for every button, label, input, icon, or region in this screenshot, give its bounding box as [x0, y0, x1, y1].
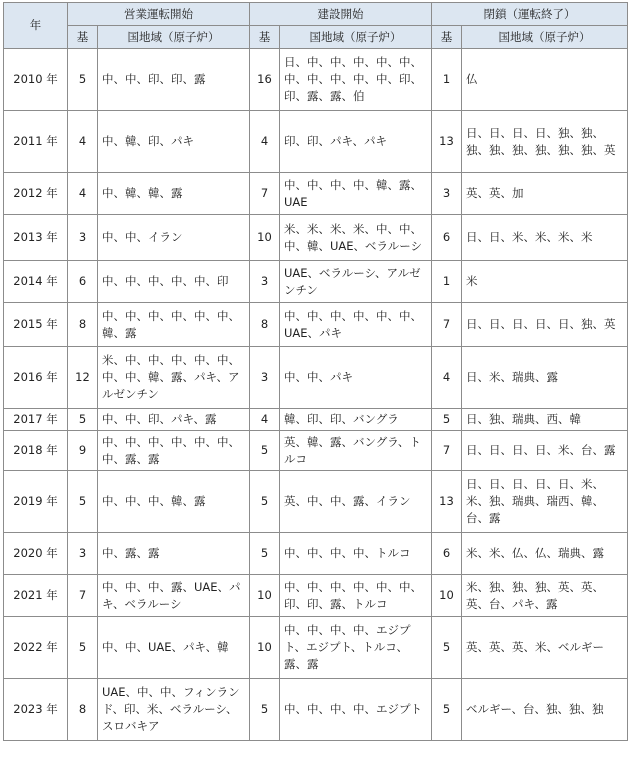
closure-count-cell: 5 — [432, 679, 462, 741]
year-cell: 2013 年 — [4, 215, 68, 261]
closure-count-cell: 6 — [432, 533, 462, 575]
year-cell: 2021 年 — [4, 575, 68, 617]
construction-countries-cell: 中、中、中、中、韓、露、UAE — [280, 173, 432, 215]
table-row — [4, 111, 628, 173]
closure-countries-cell: 米、米、仏、仏、瑞典、露 — [462, 533, 628, 575]
table-row — [4, 303, 628, 347]
operation-countries-cell: 中、中、中、中、中、印 — [98, 261, 250, 303]
year-header: 年 — [4, 3, 68, 49]
table-row — [4, 471, 628, 533]
operation-count-cell: 5 — [68, 409, 98, 431]
operation-countries-cell: 中、中、中、韓、露 — [98, 471, 250, 533]
closure-countries-cell: 日、日、米、米、米、米 — [462, 215, 628, 261]
year-cell: 2017 年 — [4, 409, 68, 431]
operation-count-cell: 5 — [68, 471, 98, 533]
table-row — [4, 617, 628, 679]
operation-count-cell: 3 — [68, 533, 98, 575]
table-row — [4, 533, 628, 575]
closure-countries-header: 国地域（原子炉） — [462, 26, 628, 49]
table-row — [4, 347, 628, 409]
construction-count-cell: 7 — [250, 173, 280, 215]
table-row — [4, 409, 628, 431]
year-cell: 2011 年 — [4, 111, 68, 173]
table-row — [4, 575, 628, 617]
construction-count-cell: 10 — [250, 215, 280, 261]
closure-count-cell: 7 — [432, 303, 462, 347]
construction-countries-cell: 中、中、中、中、エジプト — [280, 679, 432, 741]
construction-count-cell: 4 — [250, 409, 280, 431]
operation-countries-cell: UAE、中、中、フィンランド、印、米、ベラルーシ、スロバキア — [98, 679, 250, 741]
construction-countries-cell: 中、中、中、中、中、中、UAE、パキ — [280, 303, 432, 347]
closure-count-cell: 3 — [432, 173, 462, 215]
construction-countries-cell: 韓、印、印、バングラ — [280, 409, 432, 431]
closure-count-cell: 7 — [432, 431, 462, 471]
closure-count-cell: 1 — [432, 261, 462, 303]
construction-count-cell: 8 — [250, 303, 280, 347]
operation-count-cell: 4 — [68, 111, 98, 173]
table-row — [4, 431, 628, 471]
construction-countries-cell: 中、中、中、中、中、中、印、印、露、トルコ — [280, 575, 432, 617]
year-cell: 2014 年 — [4, 261, 68, 303]
operation-countries-cell: 中、露、露 — [98, 533, 250, 575]
operation-countries-cell: 中、中、中、露、UAE、パキ、ベラルーシ — [98, 575, 250, 617]
closure-countries-cell: 英、英、英、米、ベルギー — [462, 617, 628, 679]
construction-count-cell: 10 — [250, 617, 280, 679]
closure-count-cell: 5 — [432, 409, 462, 431]
header-row-sub — [4, 26, 628, 49]
operation-start-header: 営業運転開始 — [68, 3, 250, 26]
year-cell: 2012 年 — [4, 173, 68, 215]
closure-countries-cell: 日、独、瑞典、西、韓 — [462, 409, 628, 431]
operation-countries-cell: 中、韓、印、パキ — [98, 111, 250, 173]
construction-count-cell: 3 — [250, 347, 280, 409]
closure-countries-cell: 米 — [462, 261, 628, 303]
operation-count-header: 基 — [68, 26, 98, 49]
operation-countries-header: 国地域（原子炉） — [98, 26, 250, 49]
construction-countries-cell: 中、中、パキ — [280, 347, 432, 409]
construction-count-cell: 10 — [250, 575, 280, 617]
construction-count-cell: 5 — [250, 533, 280, 575]
construction-countries-cell: 米、米、米、米、中、中、中、韓、UAE、ベラルーシ — [280, 215, 432, 261]
closure-count-cell: 13 — [432, 471, 462, 533]
reactor-table — [3, 2, 628, 741]
year-cell: 2015 年 — [4, 303, 68, 347]
closure-countries-cell: 日、日、日、日、独、独、独、独、独、独、独、独、英 — [462, 111, 628, 173]
operation-count-cell: 9 — [68, 431, 98, 471]
closure-countries-cell: 日、米、瑞典、露 — [462, 347, 628, 409]
operation-count-cell: 3 — [68, 215, 98, 261]
year-cell: 2010 年 — [4, 49, 68, 111]
year-cell: 2018 年 — [4, 431, 68, 471]
operation-count-cell: 7 — [68, 575, 98, 617]
year-cell: 2023 年 — [4, 679, 68, 741]
construction-count-header: 基 — [250, 26, 280, 49]
closure-countries-cell: 日、日、日、日、日、独、英 — [462, 303, 628, 347]
operation-countries-cell: 中、中、中、中、中、中、中、露、露 — [98, 431, 250, 471]
operation-count-cell: 4 — [68, 173, 98, 215]
table-body — [4, 49, 628, 741]
table-row — [4, 261, 628, 303]
construction-countries-cell: 日、中、中、中、中、中、中、中、中、中、中、印、印、露、露、伯 — [280, 49, 432, 111]
year-cell: 2020 年 — [4, 533, 68, 575]
year-cell: 2022 年 — [4, 617, 68, 679]
closure-countries-cell: 仏 — [462, 49, 628, 111]
header-row-groups — [4, 3, 628, 26]
construction-countries-cell: UAE、ベラルーシ、アルゼンチン — [280, 261, 432, 303]
construction-start-header: 建設開始 — [250, 3, 432, 26]
operation-count-cell: 5 — [68, 49, 98, 111]
operation-count-cell: 6 — [68, 261, 98, 303]
construction-countries-cell: 中、中、中、中、トルコ — [280, 533, 432, 575]
closure-count-cell: 10 — [432, 575, 462, 617]
closure-count-cell: 13 — [432, 111, 462, 173]
closure-count-cell: 5 — [432, 617, 462, 679]
operation-count-cell: 8 — [68, 303, 98, 347]
closure-countries-cell: 日、日、日、日、米、台、露 — [462, 431, 628, 471]
table-row — [4, 215, 628, 261]
operation-count-cell: 8 — [68, 679, 98, 741]
operation-countries-cell: 米、中、中、中、中、中、中、中、韓、露、パキ、アルゼンチン — [98, 347, 250, 409]
construction-count-cell: 16 — [250, 49, 280, 111]
construction-count-cell: 5 — [250, 431, 280, 471]
operation-countries-cell: 中、中、イラン — [98, 215, 250, 261]
operation-count-cell: 12 — [68, 347, 98, 409]
operation-countries-cell: 中、中、UAE、パキ、韓 — [98, 617, 250, 679]
construction-count-cell: 5 — [250, 679, 280, 741]
table-row — [4, 49, 628, 111]
operation-countries-cell: 中、中、印、印、露 — [98, 49, 250, 111]
operation-countries-cell: 中、中、印、パキ、露 — [98, 409, 250, 431]
construction-countries-cell: 印、印、パキ、パキ — [280, 111, 432, 173]
closure-count-header: 基 — [432, 26, 462, 49]
operation-countries-cell: 中、韓、韓、露 — [98, 173, 250, 215]
closure-countries-cell: 日、日、日、日、日、米、米、独、瑞典、瑞西、韓、台、露 — [462, 471, 628, 533]
closure-countries-cell: ベルギー、台、独、独、独 — [462, 679, 628, 741]
table-row — [4, 679, 628, 741]
construction-countries-cell: 英、韓、露、バングラ、トルコ — [280, 431, 432, 471]
closure-header: 閉鎖（運転終了） — [432, 3, 628, 26]
operation-countries-cell: 中、中、中、中、中、中、韓、露 — [98, 303, 250, 347]
closure-count-cell: 6 — [432, 215, 462, 261]
closure-count-cell: 4 — [432, 347, 462, 409]
closure-countries-cell: 英、英、加 — [462, 173, 628, 215]
closure-countries-cell: 米、独、独、独、英、英、英、台、パキ、露 — [462, 575, 628, 617]
construction-count-cell: 3 — [250, 261, 280, 303]
closure-count-cell: 1 — [432, 49, 462, 111]
operation-count-cell: 5 — [68, 617, 98, 679]
construction-count-cell: 4 — [250, 111, 280, 173]
construction-countries-cell: 英、中、中、露、イラン — [280, 471, 432, 533]
construction-count-cell: 5 — [250, 471, 280, 533]
construction-countries-cell: 中、中、中、中、エジプト、エジプト、トルコ、露、露 — [280, 617, 432, 679]
year-cell: 2019 年 — [4, 471, 68, 533]
table-row — [4, 173, 628, 215]
year-cell: 2016 年 — [4, 347, 68, 409]
construction-countries-header: 国地域（原子炉） — [280, 26, 432, 49]
